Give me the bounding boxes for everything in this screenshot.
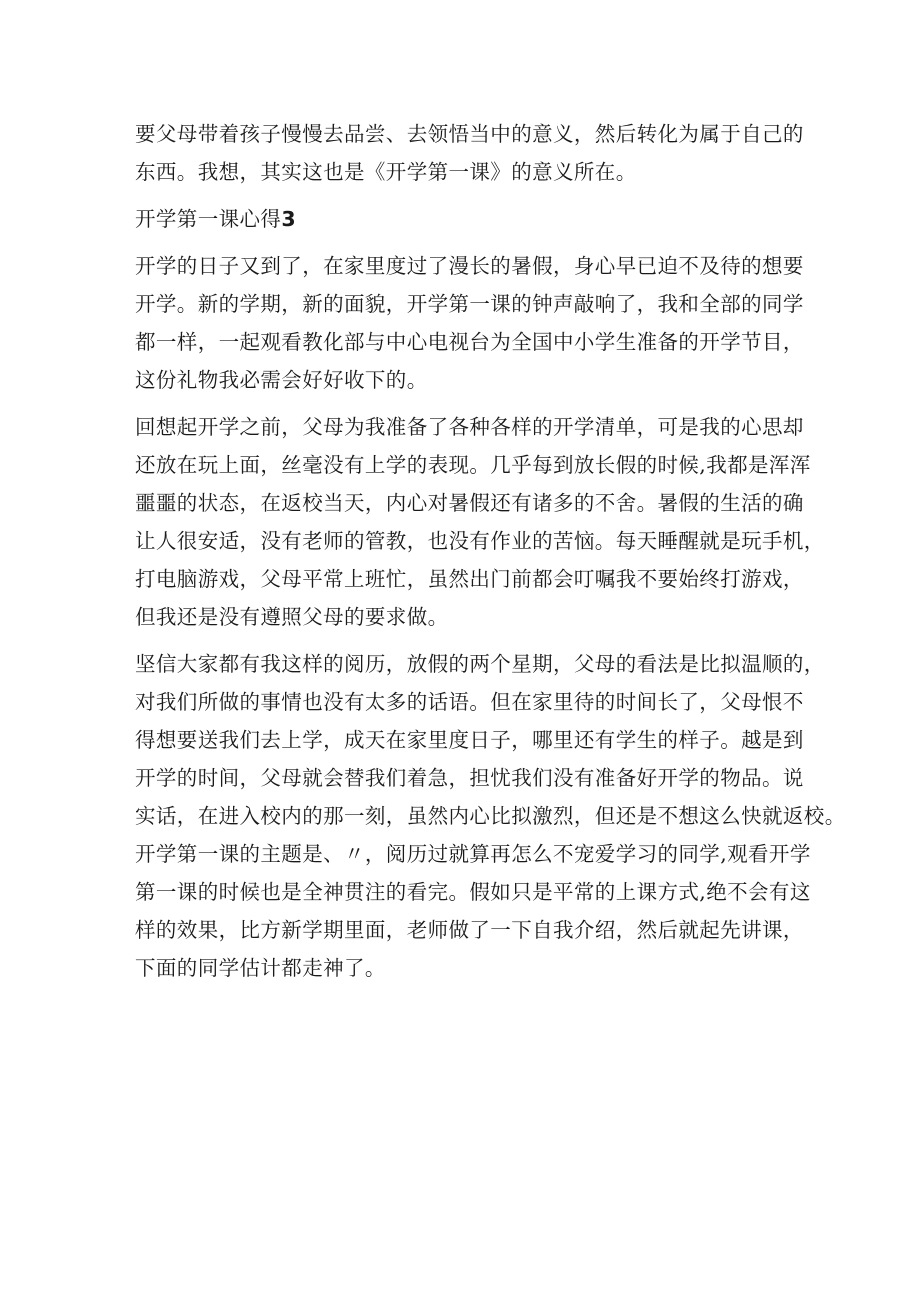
paragraph-2 [135, 408, 825, 636]
text-line: 开学第一课的主题是、〃，阅历过就算再怎么不宠爱学习的同学,观看开学 [135, 842, 811, 866]
text-line: 第一课的时候也是全神贯注的看完。假如只是平常的上课方式,绝不会有这 [135, 880, 811, 904]
section-heading-text: 开学第一课心得 [135, 207, 282, 231]
text-line: 噩噩的状态，在返校当天，内心对暑假还有诸多的不舍。暑假的生活的确 [135, 491, 804, 515]
text-line: 实话，在进入校内的那一刻，虽然内心比拟激烈，但还是不想这么快就返校。 [135, 804, 846, 828]
text-line: 让人很安适，没有老师的管教，也没有作业的苦恼。每天睡醒就是玩手机， [135, 529, 825, 553]
text-line: 开学的时间，父母就会替我们着急，担忧我们没有准备好开学的物品。说 [135, 766, 804, 790]
paragraph-1 [135, 247, 804, 399]
text-line: 还放在玩上面，丝毫没有上学的表现。几乎每到放长假的时候,我都是浑浑 [135, 453, 811, 477]
section-heading-number: 3 [281, 207, 296, 231]
paragraph-3 [135, 645, 846, 987]
text-line: 都一样，一起观看教化部与中心电视台为全国中小学生准备的开学节目， [135, 330, 804, 354]
text-line: 得想要送我们去上学，成天在家里度日子，哪里还有学生的样子。越是到 [135, 728, 804, 752]
text-line: 下面的同学估计都走神了。 [135, 956, 386, 980]
text-line: 开学的日子又到了，在家里度过了漫长的暑假，身心早已迫不及待的想要 [135, 254, 804, 278]
text-line: 对我们所做的事情也没有太多的话语。但在家里待的时间长了，父母恨不 [135, 690, 804, 714]
text-line: 开学。新的学期，新的面貌，开学第一课的钟声敲响了，我和全部的同学 [135, 292, 804, 316]
text-line: 坚信大家都有我这样的阅历，放假的两个星期，父母的看法是比拟温顺的， [135, 652, 825, 676]
text-line: 东西。我想，其实这也是《开学第一课》的意义所在。 [135, 160, 637, 184]
text-line: 这份礼物我必需会好好收下的。 [135, 368, 428, 392]
text-line: 打电脑游戏，父母平常上班忙，虽然出门前都会叮嘱我不要始终打游戏， [135, 567, 804, 591]
document-body [135, 115, 846, 996]
text-line: 样的效果，比方新学期里面，老师做了一下自我介绍，然后就起先讲课， [135, 918, 804, 942]
text-line: 回想起开学之前，父母为我准备了各种各样的开学清单，可是我的心思却 [135, 415, 804, 439]
intro-paragraph [135, 115, 804, 191]
text-line: 但我还是没有遵照父母的要求做。 [135, 605, 449, 629]
text-line: 要父母带着孩子慢慢去品尝、去领悟当中的意义，然后转化为属于自己的 [135, 122, 804, 146]
section-heading [135, 200, 795, 238]
